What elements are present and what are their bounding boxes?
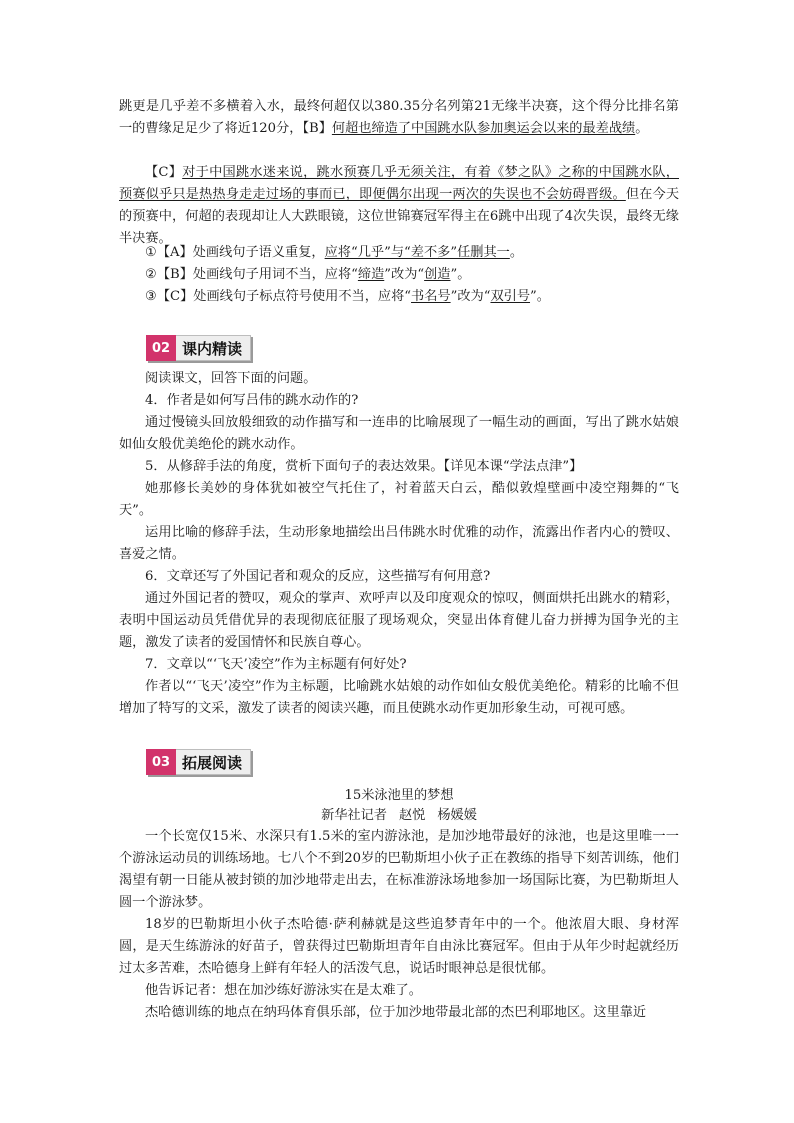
article-paragraph: 他告诉记者：想在加沙练好游泳实在是太难了。: [145, 983, 422, 998]
intro: 阅读课文，回答下面的问题。: [145, 371, 317, 386]
answer-5: 运用比喻的修辞手法，生动形象地描绘出吕伟跳水时优雅的动作，流露出作者内心的赞叹、喜爱之情。: [119, 525, 679, 562]
question-5: 5．从修辞手法的角度，赏析下面句子的表达效果。【详见本课“学法点津”】: [145, 459, 583, 474]
byline-author: 赵悦: [399, 808, 426, 823]
article-title: 15米泳池里的梦想: [344, 788, 454, 803]
question-4: 4．作者是如何写吕伟的跳水动作的?: [145, 393, 359, 408]
section-number: 02: [146, 335, 176, 361]
mark-c: 【C】: [145, 165, 183, 180]
text: ③【C】处画线句子标点符号使用不当，应将“: [145, 289, 412, 304]
article-paragraph: 杰哈德训练的地点在纳玛体育俱乐部，位于加沙地带最北部的杰巴利耶地区。这里靠近: [145, 1005, 647, 1020]
underlined-answer: 缔造: [357, 267, 385, 282]
section-title: 课内精读: [176, 335, 251, 361]
paragraph-b: [119, 96, 679, 140]
answer-3: [119, 286, 679, 308]
byline-author: 杨媛媛: [437, 808, 477, 823]
underlined-answer: 书名号: [411, 289, 451, 304]
byline-agency: 新华社记者: [321, 808, 387, 823]
answer-4: 通过慢镜头回放般细致的动作描写和一连串的比喻展现了一幅生动的画面，写出了跳水姑娘如仙女般优美绝伦的跳水动作。: [119, 415, 679, 452]
answer-7: 作者以“‘飞天’凌空”作为主标题，比喻跳水姑娘的动作如仙女般优美绝伦。精彩的比喻不但增加了特写的文采，激发了读者的阅读兴趣，而且使跳水动作更加形象生动，可视可感。: [119, 679, 679, 716]
text: 跳更是几乎差不多横着入水，最终何超仅以380.35分名列第21无缘半决赛，这个得分比排名第一的曹缘足足少了将近120分，: [119, 99, 679, 136]
question-6: 6．文章还写了外国记者和观众的反应，这些描写有何用意?: [145, 569, 491, 584]
section-header-03: [146, 749, 251, 775]
underlined-answer: 双引号: [490, 289, 531, 304]
underlined-sentence-c: 对于中国跳水迷来说，跳水预赛几乎无须关注，有着《梦之队》之称的中国跳水队，预赛似乎只是热热身走走过场的事而已，即便偶尔出现一两次的失误也不会妨碍晋级。: [119, 165, 679, 202]
mark-b: 【B】: [302, 121, 332, 136]
text: ”改为“: [384, 267, 425, 282]
underlined-sentence-b: 何超也缔造了中国跳水队参加奥运会以来的最差战绩: [331, 121, 636, 136]
underlined-answer: 创造: [424, 267, 451, 282]
quote-5: 她那修长美妙的身体犹如被空气托住了，衬着蓝天白云，酷似敦煌壁画中凌空翔舞的“飞天”。: [119, 481, 679, 518]
text: ”。: [530, 289, 550, 304]
article-paragraph: 18岁的巴勒斯坦小伙子杰哈德·萨利赫就是这些追梦青年中的一个。他浓眉大眼、身材浑圆，是天生练游泳的好苗子，曾获得过巴勒斯坦青年自由泳比赛冠军。但由于从年少时起就经历过太多苦难，杰哈德身上鲜有年轻人的活泼气息，说话时眼神总是很忧郁。: [119, 917, 679, 976]
article-paragraph: 一个长宽仅15米、水深只有1.5米的室内游泳池，是加沙地带最好的泳池，也是这里唯一一个游泳运动员的训练场地。七八个不到20岁的巴勒斯坦小伙子正在教练的指导下刻苦训练，他们渴望有朝一日能从被封锁的加沙地带走出去，在标准游泳场地参加一场国际比赛，为巴勒斯坦人圆一个游泳梦。: [119, 829, 679, 910]
section-header-02: [146, 335, 251, 361]
text: ①【A】处画线句子语义重复，: [145, 245, 325, 260]
answer-2: [119, 264, 679, 286]
text: 。: [635, 121, 649, 136]
question-7: 7．文章以“‘飞天’凌空”作为主标题有何好处?: [145, 657, 407, 672]
answer-6: 通过外国记者的赞叹，观众的掌声、欢呼声以及印度观众的惊叹，侧面烘托出跳水的精彩，表明中国运动员凭借优异的表现彻底征服了现场观众，突显出体育健儿奋力拼搏为国争光的主题，激发了读者的爱国情怀和民族自尊心。: [119, 591, 679, 650]
text: ”改为“: [450, 289, 491, 304]
text: ”。: [450, 267, 471, 282]
paragraph-c: [119, 162, 679, 250]
text: 但在今天的预赛中，何超的表现却让人大跌眼镜，这位世锦赛冠军得主在6跳中出现了4次失误，最终无缘半决赛。: [119, 187, 680, 246]
answer-1: [119, 242, 679, 264]
underlined-answer: 应将“几乎”与“差不多”任删其一: [324, 245, 510, 260]
byline: [119, 806, 679, 826]
section-number: 03: [146, 749, 176, 775]
text: 。: [509, 245, 524, 260]
section-title: 拓展阅读: [176, 749, 251, 775]
text: ②【B】处画线句子用词不当，应将“: [145, 267, 358, 282]
